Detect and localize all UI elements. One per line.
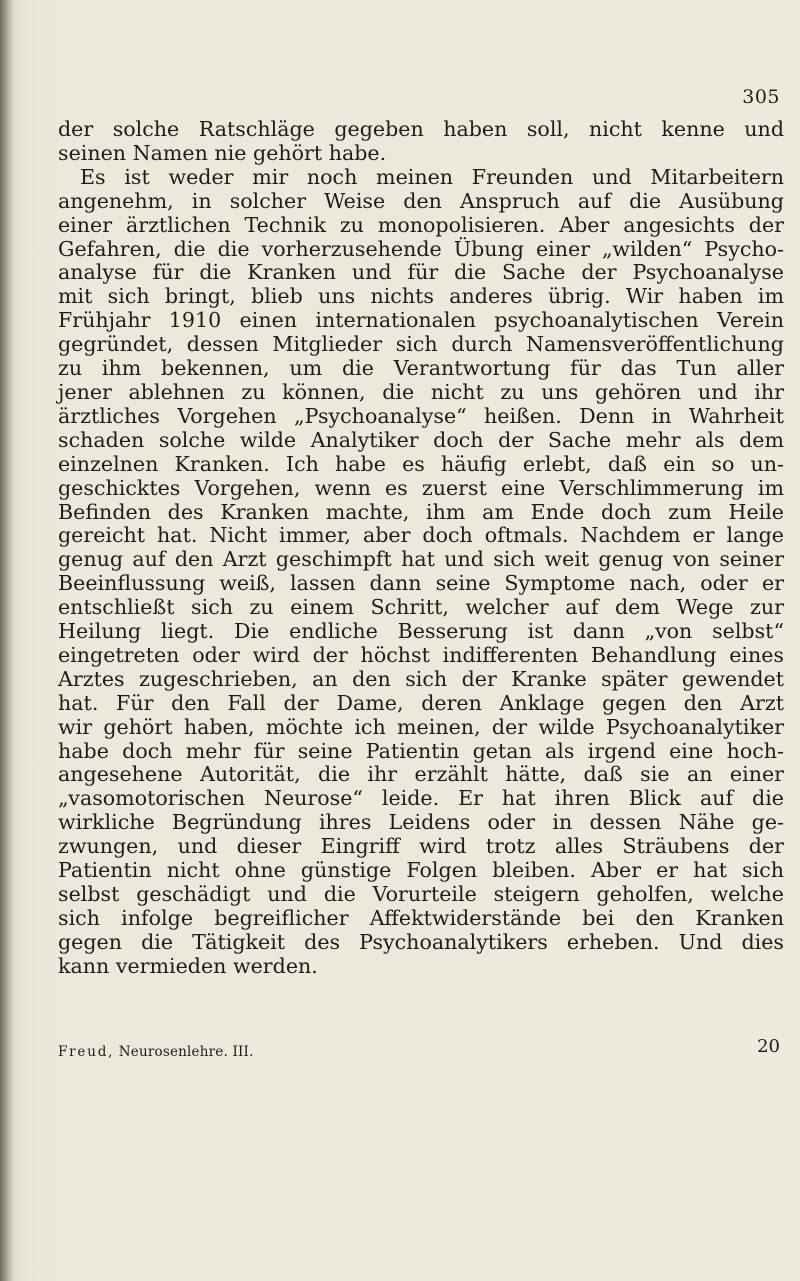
text-line: Frühjahr 1910 einen internationalen psychoanalytischen Verein (58, 308, 784, 333)
text-line: selbst geschädigt und die Vorurteile steigern geholfen, welche (58, 882, 784, 906)
binding-edge (0, 0, 14, 1281)
text-line: einer ärztlichen Technik zu monopolisieren. Aber angesichts der (58, 212, 784, 237)
text-line: entschließt sich zu einem Schritt, welcher auf dem Wege zur (58, 595, 784, 620)
text-line: Arztes zugeschrieben, an den sich der Kranke später gewendet (58, 666, 784, 691)
text-line: analyse für die Kranken und für die Sache der Psychoanalyse (58, 260, 784, 285)
text-line: Es ist weder mir noch meinen Freunden und Mitarbeitern (80, 164, 784, 189)
text-line: gereicht hat. Nicht immer, aber doch oftmals. Nachdem er lange (58, 523, 784, 548)
text-line: angenehm, in solcher Weise den Anspruch auf die Ausübung (58, 188, 784, 213)
body-text (58, 118, 784, 979)
text-line: wirkliche Begründung ihres Leidens oder in dessen Nähe ge- (58, 810, 784, 835)
text-line: geschicktes Vorgehen, wenn es zuerst eine Verschlimmerung im (58, 475, 784, 500)
footer-signature (58, 1044, 254, 1060)
text-line: habe doch mehr für seine Patientin getan als irgend eine hoch- (58, 738, 784, 763)
text-line: Beeinflussung weiß, lassen dann seine Symptome nach, oder er (58, 571, 784, 596)
footer-author: Freud, (58, 1044, 115, 1060)
page-number: 305 (742, 86, 780, 108)
text-line: wir gehört haben, möchte ich meinen, der wilde Psychoanalytiker (58, 714, 784, 739)
text-line: genug auf den Arzt geschimpft hat und sich weit genug von seiner (58, 547, 784, 572)
footer-work: Neurosenlehre. III. (118, 1044, 254, 1060)
text-line: gegen die Tätigkeit des Psychoanalytikers erheben. Und dies (58, 929, 784, 954)
text-line: jener ablehnen zu können, die nicht zu uns gehören und ihr (58, 379, 784, 404)
text-line: gegründet, dessen Mitglieder sich durch Namensveröffentlichung (58, 332, 784, 357)
text-line: hat. Für den Fall der Dame, deren Anklage gegen den Arzt (58, 690, 784, 715)
signature-mark: 20 (757, 1036, 780, 1057)
text-line: zu ihm bekennen, um die Verantwortung für das Tun aller (58, 356, 784, 381)
text-line: der solche Ratschläge gegeben haben soll, nicht kenne und (58, 117, 784, 141)
text-line: seinen Namen nie gehört habe. (58, 140, 387, 165)
text-line: eingetreten oder wird der höchst indifferenten Behandlung eines (58, 642, 784, 667)
text-line: „vasomotorischen Neurose“ leide. Er hat ihren Blick auf die (58, 786, 784, 811)
text-line: ärztliches Vorgehen „Psychoanalyse“ heißen. Denn in Wahrheit (58, 403, 784, 428)
text-line: kann vermieden werden. (58, 953, 318, 978)
text-line: sich infolge begreiflicher Affektwiderstände bei den Kranken (58, 905, 784, 930)
text-line: mit sich bringt, blieb uns nichts anderes übrig. Wir haben im (58, 284, 784, 309)
text-line: Patientin nicht ohne günstige Folgen bleiben. Aber er hat sich (58, 858, 784, 883)
text-line: Gefahren, die die vorherzusehende Übung einer „wilden“ Psycho- (58, 236, 784, 261)
text-line: Heilung liegt. Die endliche Besserung ist dann „von selbst“ (58, 619, 784, 644)
text-line: schaden solche wilde Analytiker doch der Sache mehr als dem (58, 427, 784, 452)
text-line: angesehene Autorität, die ihr erzählt hätte, daß sie an einer (58, 762, 784, 787)
text-line: zwungen, und dieser Eingriff wird trotz alles Sträubens der (58, 834, 784, 859)
text-line: Befinden des Kranken machte, ihm am Ende doch zum Heile (58, 499, 784, 524)
text-line: einzelnen Kranken. Ich habe es häufig erlebt, daß ein so un- (58, 451, 784, 476)
